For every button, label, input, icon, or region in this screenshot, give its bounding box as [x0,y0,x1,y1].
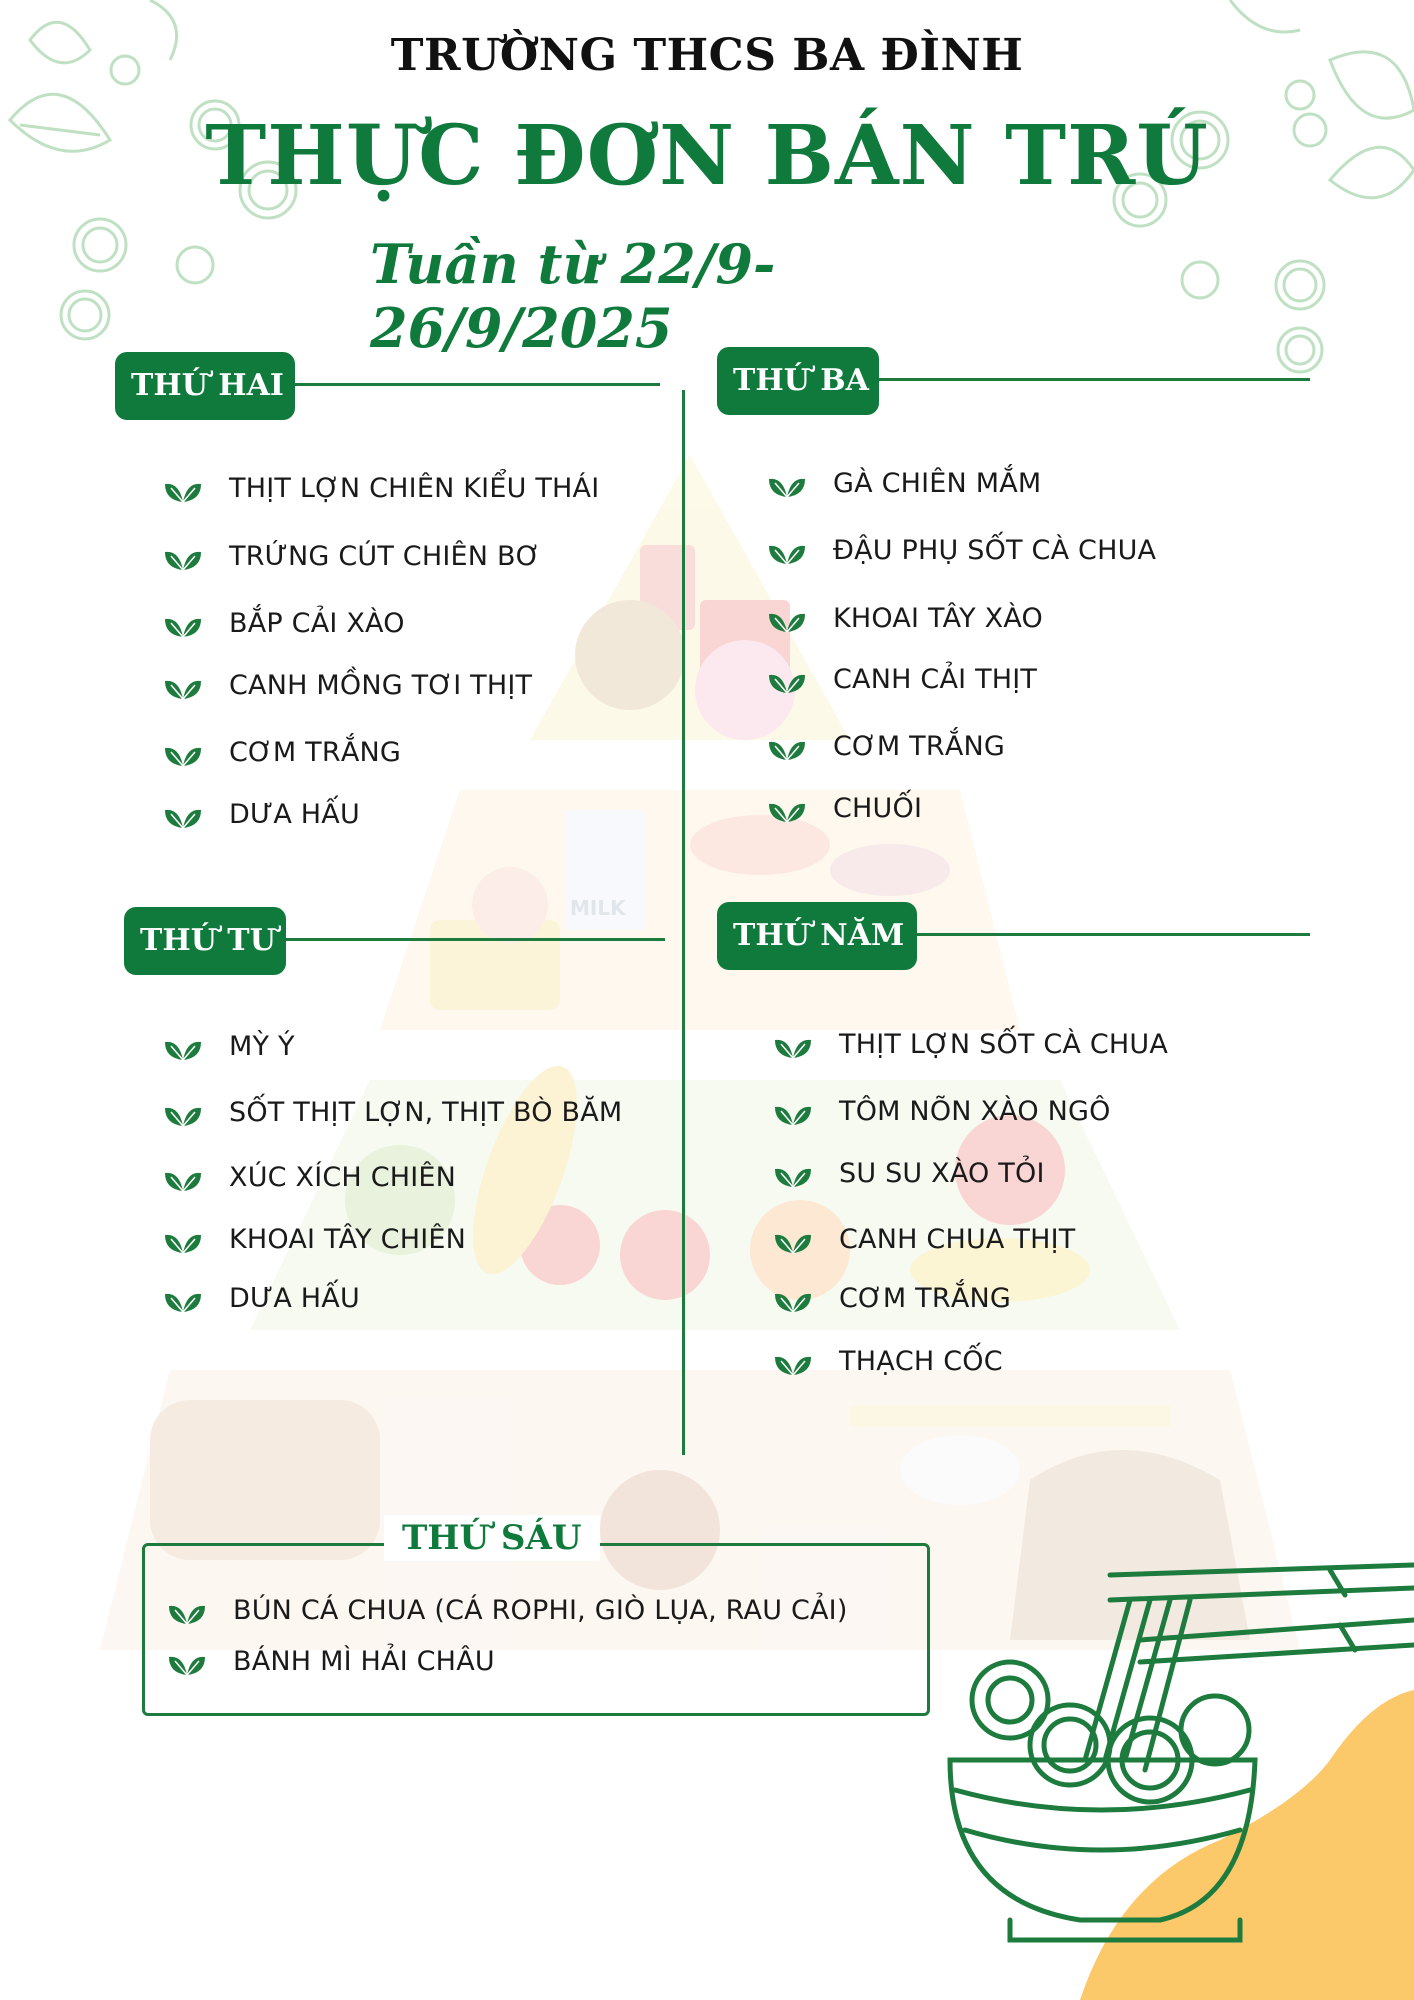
leaf-icon [163,609,203,639]
leaf-icon [767,794,807,824]
menu-item [167,1646,495,1677]
school-name: TRƯỜNG THCS BA ĐÌNH [390,30,1024,81]
day-badge-monday: THỨ HAI [115,352,295,420]
menu-item [773,1224,1075,1255]
leaf-icon [773,1347,813,1377]
page-title: THỰC ĐƠN BÁN TRÚ [205,108,1209,204]
leaf-icon [767,536,807,566]
menu-item-text: ĐẬU PHỤ SỐT CÀ CHUA [833,535,1157,566]
menu-item-text: CANH CHUA THỊT [839,1224,1076,1255]
menu-item-text: CƠM TRẮNG [833,731,1006,762]
menu-item-text: KHOAI TÂY CHIÊN [229,1224,467,1255]
thursday-rule [912,933,1310,936]
menu-item-text: BÚN CÁ CHUA (CÁ ROPHI, GIÒ LỤA, RAU CẢI) [233,1595,848,1626]
menu-item-text: MỲ Ý [229,1031,295,1062]
menu-item [163,1097,622,1128]
menu-item [767,468,1041,499]
vertical-divider [682,390,685,1455]
menu-item-text: CANH CẢI THỊT [833,664,1038,695]
day-label-friday: THỨ SÁU [384,1515,600,1561]
menu-item-text: CƠM TRẮNG [839,1283,1012,1314]
tuesday-rule [872,378,1310,381]
menu-item-text: XÚC XÍCH CHIÊN [229,1162,457,1193]
menu-item [163,1162,456,1193]
menu-item [163,799,360,830]
leaf-icon [163,1225,203,1255]
menu-item [773,1346,1003,1377]
menu-item-text: SỐT THỊT LỢN, THỊT BÒ BĂM [229,1097,623,1128]
menu-item-text: DƯA HẤU [229,799,360,830]
menu-item [767,793,922,824]
leaf-icon [767,665,807,695]
menu-item [163,473,599,504]
menu-item [163,1031,295,1062]
leaf-icon [163,1032,203,1062]
menu-item-text: THẠCH CỐC [839,1346,1003,1377]
leaf-icon [167,1596,207,1626]
menu-item [167,1595,848,1626]
menu-item-text: THỊT LỢN SỐT CÀ CHUA [839,1029,1169,1060]
menu-item [773,1096,1111,1127]
menu-item [767,603,1043,634]
leaf-icon [163,474,203,504]
leaf-icon [163,1163,203,1193]
wednesday-rule [285,938,665,941]
leaf-icon [163,738,203,768]
leaf-icon [767,469,807,499]
leaf-icon [773,1159,813,1189]
menu-item [163,670,532,701]
leaf-icon [163,542,203,572]
menu-item [163,541,541,572]
friday-box [142,1543,930,1716]
leaf-icon [163,1098,203,1128]
menu-item-text: BÁNH MÌ HẢI CHÂU [233,1646,495,1677]
menu-item-text: GÀ CHIÊN MẮM [833,468,1042,499]
menu-item [163,1224,466,1255]
menu-item [773,1158,1045,1189]
leaf-icon [163,1284,203,1314]
leaf-icon [767,604,807,634]
menu-item-text: BẮP CẢI XÀO [229,608,405,639]
leaf-icon [163,671,203,701]
monday-rule [290,383,660,386]
leaf-icon [773,1284,813,1314]
menu-item-text: TÔM NÕN XÀO NGÔ [839,1096,1111,1127]
menu-item [773,1283,1011,1314]
leaf-icon [773,1225,813,1255]
menu-item-text: CƠM TRẮNG [229,737,402,768]
menu-item [767,731,1005,762]
menu-item-text: THỊT LỢN CHIÊN KIỂU THÁI [229,473,600,504]
leaf-icon [767,732,807,762]
menu-item [773,1029,1168,1060]
milk-carton-label: MILK [570,896,626,920]
menu-item [163,1283,360,1314]
menu-item [163,608,405,639]
day-badge-wednesday: THỨ TƯ [124,907,286,975]
leaf-icon [773,1030,813,1060]
menu-item [163,737,401,768]
menu-item-text: DƯA HẤU [229,1283,360,1314]
day-badge-thursday: THỨ NĂM [717,902,917,970]
day-badge-tuesday: THỨ BA [717,347,879,415]
leaf-icon [163,800,203,830]
leaf-icon [773,1097,813,1127]
menu-item-text: KHOAI TÂY XÀO [833,603,1043,634]
leaf-icon [167,1647,207,1677]
week-range: Tuần từ 22/9- 26/9/2025 [370,232,776,360]
menu-item-text: CANH MỒNG TƠI THỊT [229,670,533,701]
menu-item [767,535,1156,566]
menu-item-text: TRỨNG CÚT CHIÊN BƠ [229,541,541,572]
menu-item-text: SU SU XÀO TỎI [839,1158,1045,1189]
menu-item-text: CHUỐI [833,793,923,824]
menu-item [767,664,1037,695]
